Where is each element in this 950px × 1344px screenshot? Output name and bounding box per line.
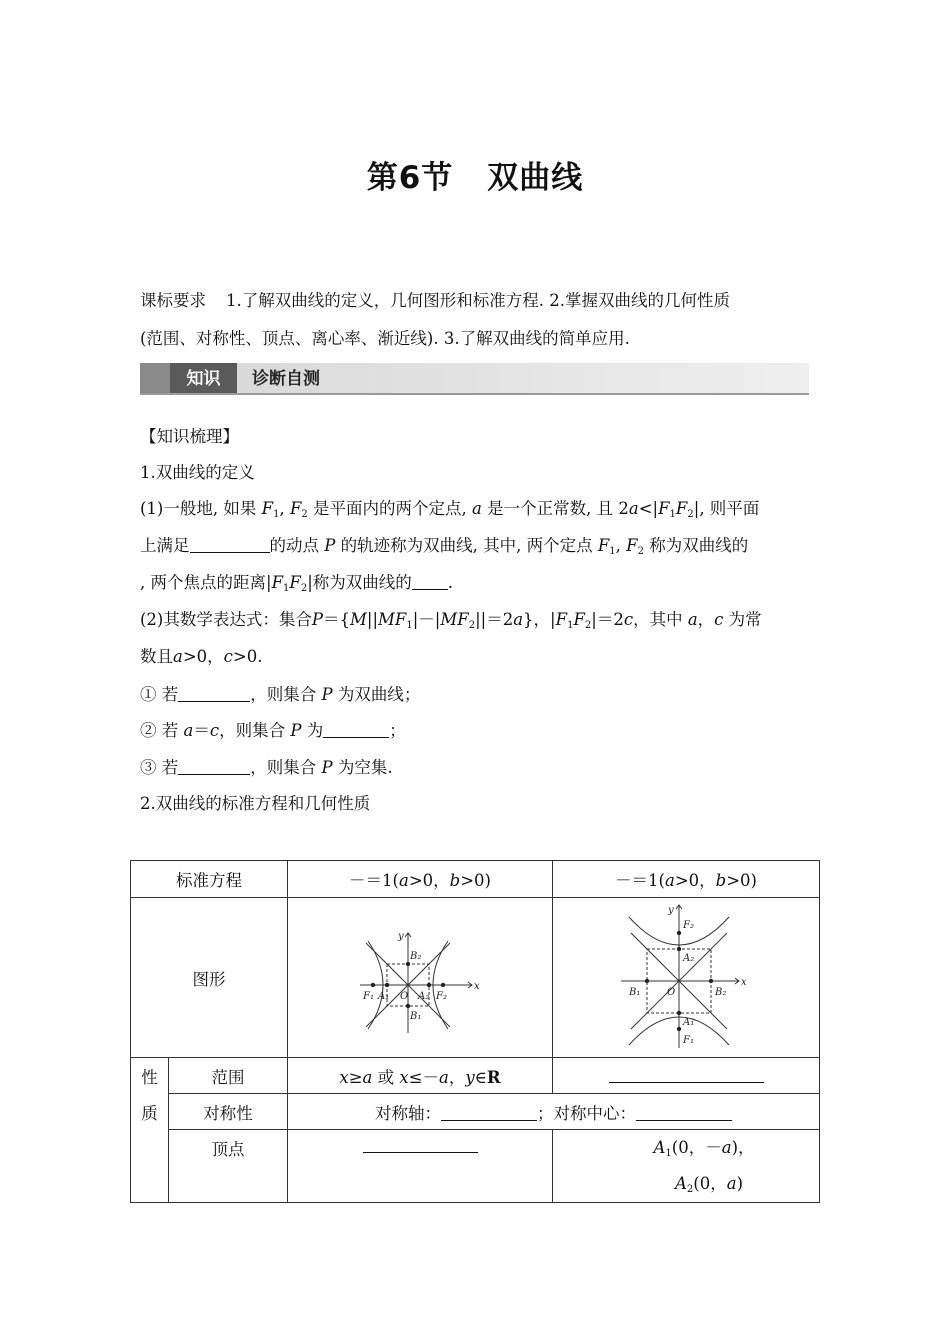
case-1: ① 若 ，则集合 P 为双曲线； bbox=[140, 685, 421, 704]
vertex-x bbox=[288, 1130, 553, 1203]
svg-text:B₂: B₂ bbox=[715, 986, 727, 998]
banner-tag: 知识 bbox=[170, 363, 237, 395]
hyperbola-y-figure bbox=[621, 903, 751, 1053]
range-label: 范围 bbox=[169, 1058, 288, 1094]
hyperbola-table bbox=[130, 860, 820, 1203]
chapter-topic: 双曲线 bbox=[487, 160, 584, 196]
blank-symmetry-center bbox=[636, 1104, 732, 1121]
item2-title: 2.双曲线的标准方程和几何性质 bbox=[140, 794, 371, 813]
equation-y: －＝1(a>0，b>0) bbox=[553, 861, 820, 898]
section-banner bbox=[140, 363, 809, 395]
figure-y-axis bbox=[553, 898, 820, 1058]
symmetry-value: 对称轴： ；对称中心： bbox=[288, 1094, 820, 1130]
case-2: ② 若 a＝c，则集合 P 为 ； bbox=[140, 721, 406, 740]
svg-text:F₁: F₁ bbox=[683, 1034, 694, 1046]
equation-x: －＝1(a>0，b>0) bbox=[288, 861, 553, 898]
expression-line-2: 数且a>0，c>0. bbox=[140, 647, 263, 666]
table-row bbox=[131, 1058, 820, 1094]
properties-label: 性 质 bbox=[131, 1058, 169, 1203]
svg-text:x: x bbox=[741, 976, 747, 988]
svg-text:B₁: B₁ bbox=[629, 986, 641, 998]
range-y bbox=[553, 1058, 820, 1094]
range-x: x≥a 或 x≤－a，y∈R bbox=[288, 1058, 553, 1094]
expression-line-1: (2)其数学表达式：集合$P=\{M||MF_1|-|MF_2||=2a\}$，$|F_1F_2|=2c$，其中 a，c 为常 bbox=[140, 610, 762, 631]
definition-line-3: , 两个焦点的距离$|F_1F_2|$称为双曲线的 . bbox=[140, 573, 454, 594]
blank-range-y bbox=[609, 1066, 764, 1083]
svg-text:y: y bbox=[668, 904, 674, 916]
header-label: 标准方程 bbox=[131, 861, 288, 898]
page-title bbox=[0, 152, 950, 197]
requirements-label: 课标要求 bbox=[140, 291, 206, 310]
svg-text:O: O bbox=[667, 986, 676, 998]
svg-text:B₂: B₂ bbox=[410, 950, 422, 962]
knowledge-heading: 【知识梳理】 bbox=[140, 427, 239, 446]
svg-text:F₁: F₁ bbox=[363, 990, 374, 1002]
blank-case-3 bbox=[178, 758, 250, 775]
table-row bbox=[131, 898, 820, 1058]
item1-title: 1.双曲线的定义 bbox=[140, 463, 255, 482]
svg-text:B₁: B₁ bbox=[410, 1010, 422, 1022]
blank-case-2 bbox=[323, 721, 389, 738]
blank-vertex-x bbox=[363, 1136, 478, 1153]
blank-symmetry-axis bbox=[441, 1104, 537, 1121]
table-row bbox=[131, 1130, 820, 1203]
requirements-line-2: (范围、对称性、顶点、离心率、渐近线). 3.了解双曲线的简单应用. bbox=[140, 329, 630, 348]
svg-text:y: y bbox=[398, 930, 404, 942]
svg-text:O: O bbox=[400, 990, 409, 1002]
svg-text:F₂: F₂ bbox=[436, 990, 447, 1002]
svg-text:F₂: F₂ bbox=[683, 919, 694, 931]
requirements-line-1: 课标要求 1.了解双曲线的定义，几何图形和标准方程. 2.掌握双曲线的几何性质 bbox=[140, 291, 730, 310]
blank-condition bbox=[190, 536, 270, 553]
chapter-number: 第6节 bbox=[366, 160, 454, 196]
banner-text: 诊断自测 bbox=[252, 369, 320, 389]
svg-text:A₂: A₂ bbox=[418, 990, 430, 1002]
vertex-y: $A_1(0$，－a)， $A_2(0$，a) bbox=[553, 1130, 820, 1203]
definition-line-1: (1)一般地, 如果 $F_1$, $F_2$ 是平面内的两个定点, a 是一个正常数, 且 $2a<|F_1F_2|$, 则平面 bbox=[140, 499, 760, 520]
blank-case-1 bbox=[178, 685, 250, 702]
table-row bbox=[131, 861, 820, 898]
svg-text:A₂: A₂ bbox=[683, 952, 695, 964]
svg-text:A₁: A₁ bbox=[683, 1016, 695, 1028]
blank-focal-distance bbox=[412, 573, 448, 590]
svg-text:x: x bbox=[474, 980, 480, 992]
svg-text:A₁: A₁ bbox=[378, 990, 390, 1002]
table-row bbox=[131, 1094, 820, 1130]
case-3: ③ 若 ，则集合 P 为空集. bbox=[140, 758, 393, 777]
hyperbola-x-figure bbox=[360, 923, 480, 1033]
figure-x-axis bbox=[288, 898, 553, 1058]
symmetry-label: 对称性 bbox=[169, 1094, 288, 1130]
figure-label: 图形 bbox=[131, 898, 288, 1058]
vertex-label: 顶点 bbox=[169, 1130, 288, 1203]
definition-line-2: 上满足 的动点 P 的轨迹称为双曲线, 其中, 两个定点 $F_1$, $F_2$ 称为双曲线的 bbox=[140, 536, 749, 557]
